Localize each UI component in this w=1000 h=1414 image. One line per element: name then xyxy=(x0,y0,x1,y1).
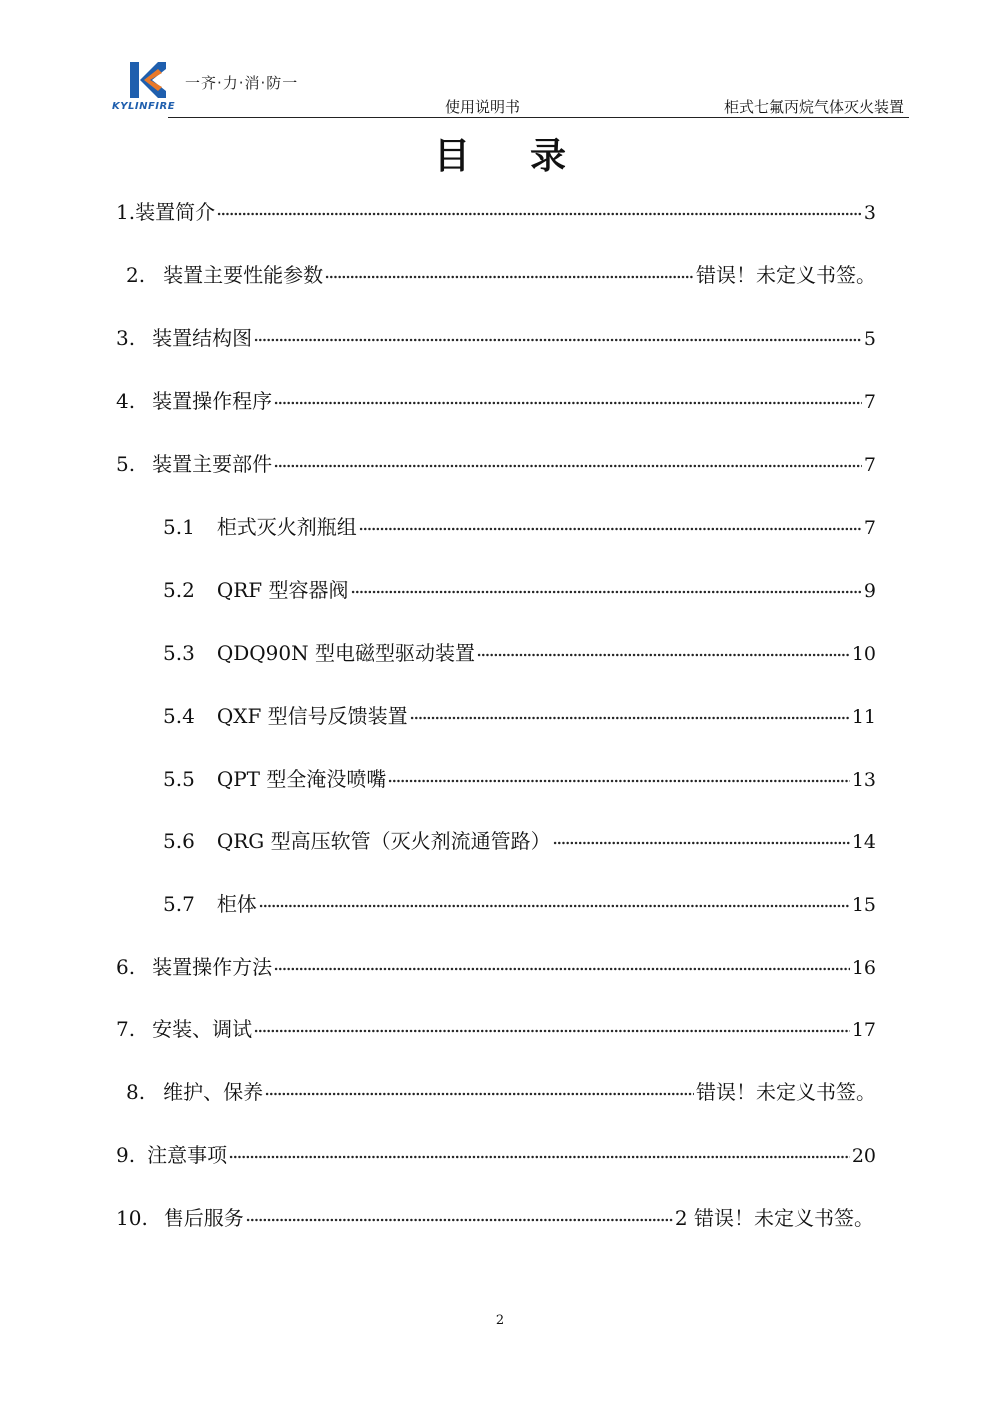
toc-entry-title: 装置主要性能参数 xyxy=(163,263,324,287)
toc-entry-title: 装置主要部件 xyxy=(152,452,273,476)
toc-entry[interactable] xyxy=(163,763,876,793)
toc-leader-dots xyxy=(246,1203,673,1225)
toc-entry-page: 10 xyxy=(851,643,876,665)
toc-entry-number: 5.4 xyxy=(163,704,195,728)
toc-entry-page: 7 xyxy=(863,517,876,539)
toc-entry-title: 柜式灭火剂瓶组 xyxy=(216,515,357,539)
toc-leader-dots xyxy=(259,889,850,911)
toc-entry-title: 装置结构图 xyxy=(152,326,253,350)
toc-entry-title: 安装、调试 xyxy=(152,1017,253,1041)
logo-tagline: 一齐·力·消·防一 xyxy=(185,74,299,92)
toc-leader-dots xyxy=(359,512,862,534)
toc-entry-title: 装置操作方法 xyxy=(152,955,273,979)
toc-entry[interactable] xyxy=(163,574,876,604)
toc-entry-title: 维护、保养 xyxy=(163,1080,264,1104)
toc-entry-number: 9. xyxy=(116,1143,136,1167)
toc-entry-number: 5.2 xyxy=(163,578,195,602)
toc-entry[interactable] xyxy=(163,637,876,667)
toc-entry[interactable] xyxy=(163,511,876,541)
logo-wordmark: KYLINFIRE xyxy=(112,101,176,112)
toc-entry-page: 2 错误！未定义书签。 xyxy=(674,1206,874,1230)
toc-entry[interactable] xyxy=(126,1076,876,1106)
toc-entry-number: 7. xyxy=(116,1017,136,1041)
toc-entry-page: 15 xyxy=(851,894,876,916)
toc-leader-dots xyxy=(254,323,862,345)
toc-entry[interactable] xyxy=(116,385,876,415)
toc-entry-number: 5.6 xyxy=(163,829,195,853)
toc-entry-page: 9 xyxy=(863,580,876,602)
toc-entry-number: 5.1 xyxy=(163,515,195,539)
toc-leader-dots xyxy=(351,575,862,597)
header-product-name: 柜式七氟丙烷气体灭火装置 xyxy=(723,98,904,116)
toc-entry-page: 14 xyxy=(851,831,876,853)
toc-entry[interactable] xyxy=(126,259,876,289)
toc-entry[interactable] xyxy=(116,322,876,352)
toc-entry-page: 3 xyxy=(863,202,876,224)
toc-entry-number: 5.5 xyxy=(163,767,195,791)
toc-entry-title: 售后服务 xyxy=(163,1206,244,1230)
toc-entry-number: 3. xyxy=(116,326,136,350)
toc-leader-dots xyxy=(477,638,850,660)
toc-entry[interactable] xyxy=(116,1139,876,1169)
toc-entry-title: 注意事项 xyxy=(147,1143,228,1167)
toc-entry-number: 5.3 xyxy=(163,641,195,665)
toc-entry-title: QXF 型信号反馈装置 xyxy=(216,704,408,728)
toc-leader-dots xyxy=(265,1077,694,1099)
toc-entry-page: 错误！未定义书签。 xyxy=(696,263,876,287)
page-number: 2 xyxy=(495,1313,505,1328)
toc-entry-page: 16 xyxy=(851,957,876,979)
toc-entry-page: 7 xyxy=(863,391,876,413)
toc-leader-dots xyxy=(388,764,849,786)
header-doc-type: 使用说明书 xyxy=(445,98,521,116)
toc-entry-number: 10. xyxy=(116,1206,148,1230)
toc-entry-number: 6. xyxy=(116,955,136,979)
toc-leader-dots xyxy=(410,701,850,723)
toc-entry-page: 13 xyxy=(851,769,876,791)
toc-leader-dots xyxy=(274,952,850,974)
toc-leader-dots xyxy=(229,1140,850,1162)
toc-leader-dots xyxy=(254,1014,850,1036)
toc-entry[interactable] xyxy=(163,825,876,855)
toc-entry-title: QRF 型容器阀 xyxy=(216,578,349,602)
toc-entry[interactable] xyxy=(116,1013,876,1043)
toc-entry-page: 17 xyxy=(851,1019,876,1041)
toc-leader-dots xyxy=(274,449,862,471)
page-title: 目录 xyxy=(433,136,626,177)
toc-entry[interactable] xyxy=(116,196,876,226)
toc-entry[interactable] xyxy=(163,888,876,918)
toc-leader-dots xyxy=(553,826,850,848)
toc-entry-page: 7 xyxy=(863,454,876,476)
toc-entry-number: 5. xyxy=(116,452,136,476)
toc-entry-number: 1. xyxy=(116,200,136,224)
toc-entry-number: 8. xyxy=(126,1080,146,1104)
toc-entry-page: 5 xyxy=(863,328,876,350)
toc-entry-page: 错误！未定义书签。 xyxy=(696,1080,876,1104)
toc-entry-page: 11 xyxy=(851,706,876,728)
toc-entry-title: 柜体 xyxy=(216,892,257,916)
toc-entry[interactable] xyxy=(163,700,876,730)
toc-entry-title: QPT 型全淹没喷嘴 xyxy=(216,767,387,791)
toc-leader-dots xyxy=(274,386,862,408)
toc-entry[interactable] xyxy=(116,1202,874,1232)
toc-entry-title: 装置简介 xyxy=(135,200,216,224)
toc-entry-title: 装置操作程序 xyxy=(152,389,273,413)
toc-entry-page: 20 xyxy=(851,1145,876,1167)
toc-entry-number: 4. xyxy=(116,389,136,413)
toc-entry-title: QRG 型高压软管（灭火剂流通管路） xyxy=(216,829,551,853)
toc-entry-number: 2. xyxy=(126,263,146,287)
toc-entry-number: 5.7 xyxy=(163,892,195,916)
toc-entry[interactable] xyxy=(116,448,876,478)
toc-leader-dots xyxy=(217,197,862,219)
toc-leader-dots xyxy=(325,260,694,282)
toc-entry-title: QDQ90N 型电磁型驱动装置 xyxy=(216,641,475,665)
toc-entry[interactable] xyxy=(116,951,876,981)
